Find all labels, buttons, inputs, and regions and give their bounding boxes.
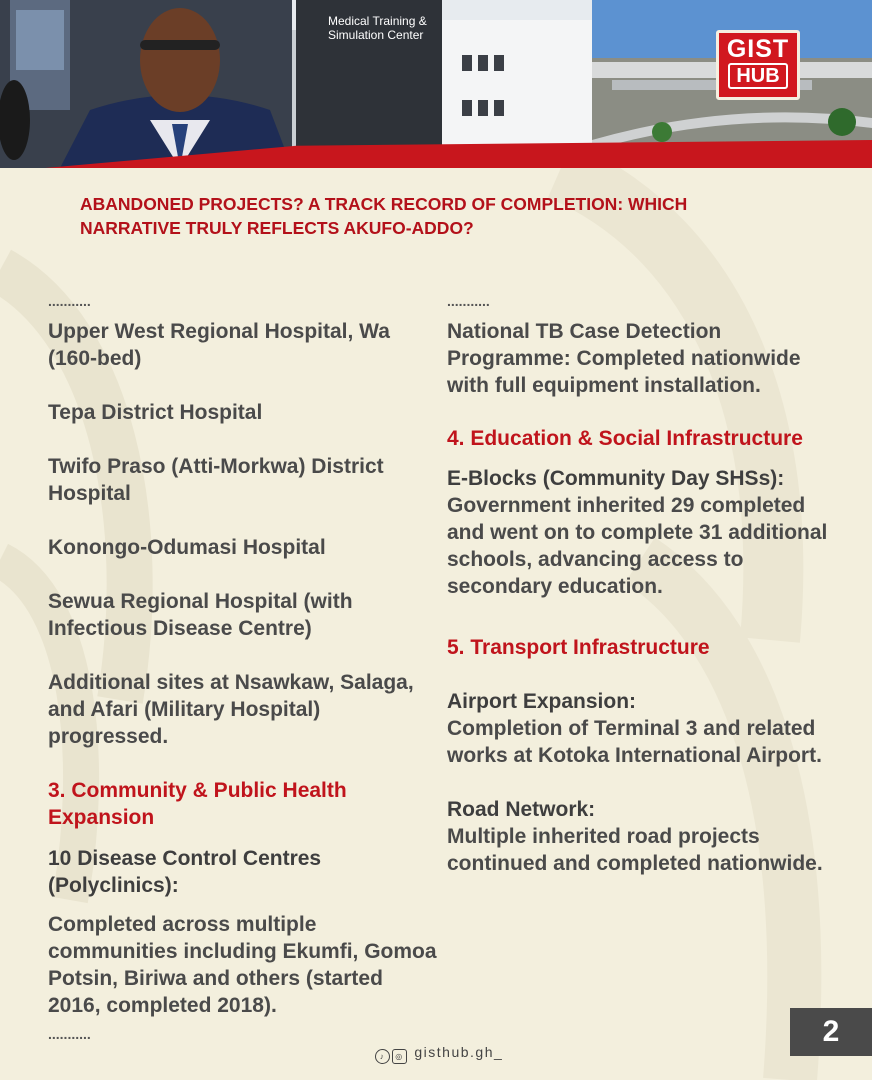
logo-bottom-text: HUB — [728, 63, 787, 89]
section-4-heading: 4. Education & Social Infrastructure — [447, 427, 803, 450]
social-handle-text: gisthub.gh_ — [414, 1044, 504, 1060]
hospital-item: Tepa District Hospital — [48, 401, 263, 424]
header-photo-collage — [0, 0, 872, 168]
building-sign — [328, 14, 427, 42]
hospital-item: Additional sites at Nsawkaw, Salaga, and Afari (Military Hospital) progressed. — [48, 671, 414, 748]
tiktok-icon: ♪ — [375, 1049, 390, 1064]
building-sign-line2: Simulation Center — [328, 28, 424, 42]
section-5-heading: 5. Transport Infrastructure — [447, 636, 710, 659]
continuation-dots-top-right: ........... — [447, 293, 490, 309]
left-column — [48, 286, 438, 1051]
section-3-subheading: 10 Disease Control Centres (Polyclinics): — [48, 847, 322, 897]
right-column — [447, 286, 847, 904]
headline-line2: NARRATIVE TRULY REFLECTS AKUFO-ADDO? — [80, 218, 474, 238]
continuation-dots-top: ........... — [48, 293, 91, 309]
logo-top-text: GIST — [726, 35, 790, 63]
airport-body: Completion of Terminal 3 and related works at Kotoka International Airport. — [447, 717, 822, 767]
continuation-dots-bottom: ........... — [48, 1026, 91, 1042]
tb-programme-item: National TB Case Detection Programme: Completed nationwide with full equipment installation. — [447, 320, 801, 397]
airport-subheading: Airport Expansion: — [447, 690, 637, 713]
medical-center-photo — [292, 0, 592, 168]
page-number-badge: 2 — [790, 1008, 872, 1056]
building-sign-line1: Medical Training & — [328, 14, 427, 28]
hospital-item: Twifo Praso (Atti-Morkwa) District Hospital — [48, 455, 384, 505]
hospital-item: Sewua Regional Hospital (with Infectious Disease Centre) — [48, 590, 353, 640]
instagram-icon: ◎ — [392, 1049, 407, 1064]
page-headline — [80, 192, 780, 240]
gist-hub-logo — [716, 30, 800, 100]
section-3-body: Completed across multiple communities including Ekumfi, Gomoa Potsin, Biriwa and others (started 2016, completed 2018). — [48, 913, 437, 1017]
hospital-item: Upper West Regional Hospital, Wa (160-bed) — [48, 320, 390, 370]
road-body: Multiple inherited road projects continued and completed nationwide. — [447, 825, 823, 875]
section-3-heading: 3. Community & Public Health Expansion — [48, 779, 347, 829]
headline-line1: ABANDONED PROJECTS? A TRACK RECORD OF COMPLETION: WHICH — [80, 194, 688, 214]
section-4-subheading: E-Blocks (Community Day SHSs): — [447, 467, 785, 490]
road-subheading: Road Network: — [447, 798, 596, 821]
portrait-illustration — [0, 0, 292, 168]
hospital-item: Konongo-Odumasi Hospital — [48, 536, 326, 559]
section-4-body: Government inherited 29 completed and went on to complete 31 additional schools, advancing access to secondary education. — [447, 494, 828, 598]
social-handle[interactable] — [375, 1040, 503, 1064]
portrait-photo — [0, 0, 292, 168]
